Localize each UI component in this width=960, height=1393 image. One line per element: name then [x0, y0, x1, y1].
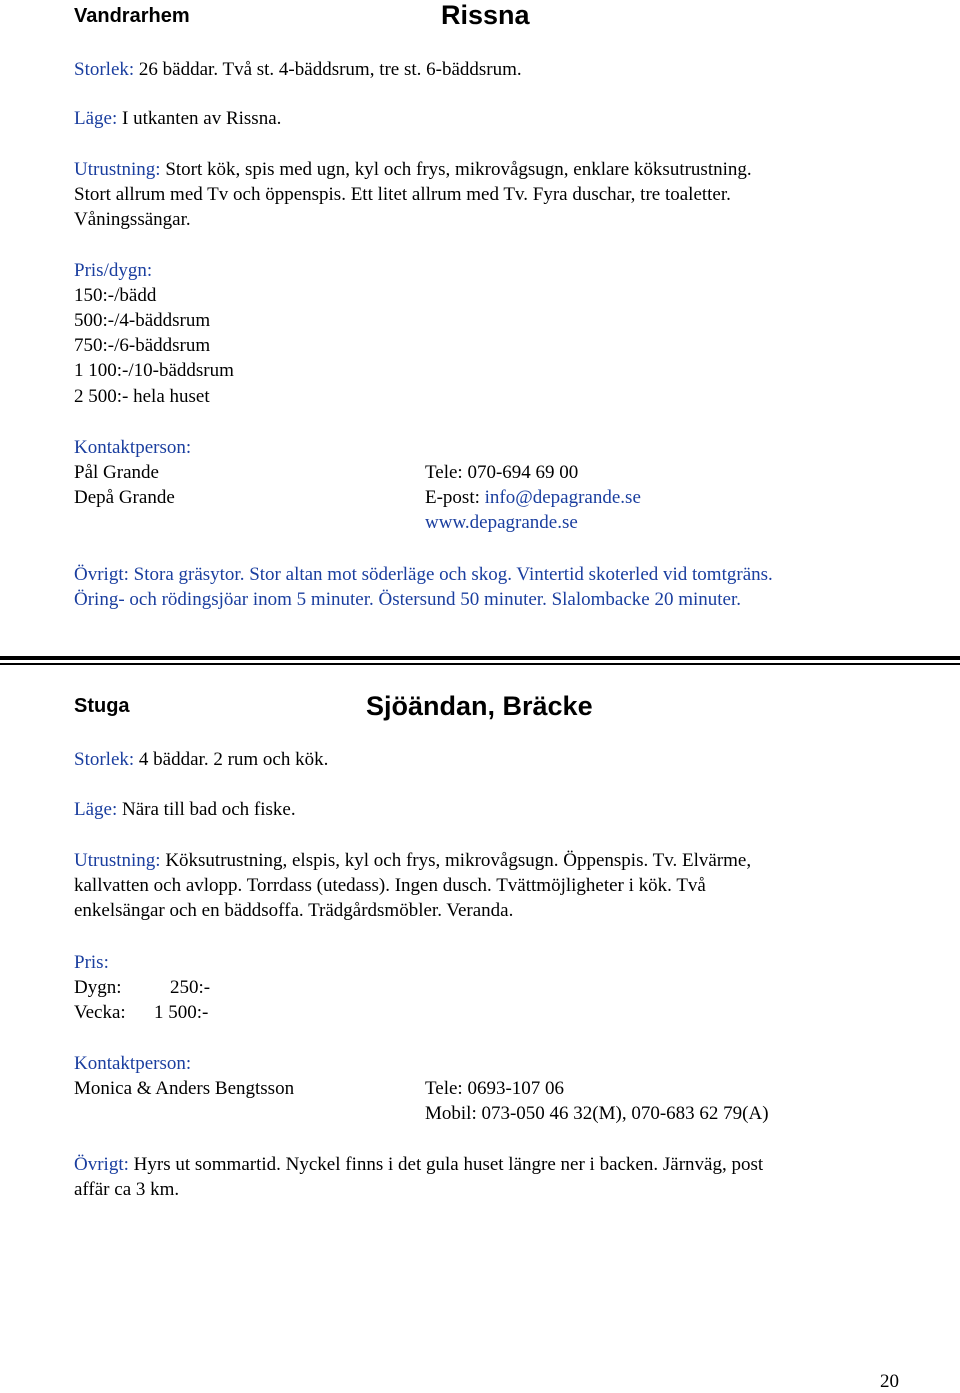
section2-other [74, 1152, 763, 1177]
section2-price-label: Pris: [74, 952, 109, 973]
section2-contact-label: Kontaktperson: [74, 1053, 192, 1074]
other-label: Övrigt: [74, 1154, 129, 1175]
section1-equipment-line [74, 157, 752, 182]
section2-equipment-line [74, 848, 751, 873]
price-row-value: 250:- [170, 977, 211, 998]
other-text-line: affär ca 3 km. [74, 1179, 180, 1200]
contact-phone: Tele: 0693-107 06 [425, 1078, 565, 1099]
section1-title: Rissna [441, 0, 530, 30]
size-value: 4 bäddar. 2 rum och kök. [134, 749, 329, 770]
contact-name: Pål Grande [74, 462, 159, 483]
section1-type-label: Vandrarhem [74, 5, 190, 27]
section2-location [74, 797, 296, 822]
section1-contact-label: Kontaktperson: [74, 437, 192, 458]
price-line: 1 100:-/10-bäddsrum [74, 360, 234, 381]
email-label: E-post: [425, 487, 480, 508]
email-link[interactable]: info@depagrande.se [479, 487, 641, 508]
location-value: Nära till bad och fiske. [117, 799, 296, 820]
price-line: 2 500:- hela huset [74, 386, 210, 407]
other-text: Hyrs ut sommartid. Nyckel finns i det gula huset längre ner i backen. Järnväg, post [128, 1154, 764, 1175]
equipment-text: Stort kök, spis med ugn, kyl och frys, mikrovågsugn, enklare köksutrustning. [160, 159, 752, 180]
section1-location [74, 106, 281, 131]
price-line: 750:-/6-bäddsrum [74, 335, 211, 356]
contact-email [425, 485, 641, 510]
size-value: 26 bäddar. Två st. 4-bäddsrum, tre st. 6-bäddsrum. [134, 59, 522, 80]
section-separator-thick [0, 656, 960, 660]
contact-name: Depå Grande [74, 487, 175, 508]
price-row-value: 1 500:- [154, 1002, 209, 1023]
location-value: I utkanten av Rissna. [117, 108, 282, 129]
equipment-label: Utrustning: [74, 850, 161, 871]
other-label: Övrigt: [74, 564, 129, 585]
equipment-text: Köksutrustning, elspis, kyl och frys, mikrovågsugn. Öppenspis. Tv. Elvärme, [160, 850, 752, 871]
section2-type-label: Stuga [74, 695, 130, 717]
location-label: Läge: [74, 799, 118, 820]
price-row-label: Vecka: [74, 1002, 126, 1023]
section2-size [74, 747, 328, 772]
price-line: 500:-/4-bäddsrum [74, 310, 211, 331]
price-row-label: Dygn: [74, 977, 122, 998]
other-text-line: Öring- och rödingsjöar inom 5 minuter. Östersund 50 minuter. Slalombacke 20 minuter. [74, 589, 742, 610]
size-label: Storlek: [74, 59, 135, 80]
equipment-label: Utrustning: [74, 159, 161, 180]
section1-size [74, 57, 522, 82]
section2-title: Sjöändan, Bräcke [366, 691, 593, 721]
location-label: Läge: [74, 108, 118, 129]
contact-name: Monica & Anders Bengtsson [74, 1078, 295, 1099]
contact-mobile: Mobil: 073-050 46 32(M), 070-683 62 79(A) [425, 1103, 769, 1124]
website-link[interactable]: www.depagrande.se [425, 512, 578, 533]
section1-other [74, 562, 773, 587]
price-line: 150:-/bädd [74, 285, 157, 306]
page-number: 20 [880, 1371, 899, 1392]
contact-phone: Tele: 070-694 69 00 [425, 462, 579, 483]
section1-price-label: Pris/dygn: [74, 260, 153, 281]
section2-equipment-line: enkelsängar och en bäddsoffa. Trädgårdsmöbler. Veranda. [74, 900, 514, 921]
size-label: Storlek: [74, 749, 135, 770]
section1-equipment-line: Våningssängar. [74, 209, 191, 230]
section1-equipment-line: Stort allrum med Tv och öppenspis. Ett litet allrum med Tv. Fyra duschar, tre toaletter. [74, 184, 731, 205]
section-separator-thin [0, 663, 960, 665]
other-text: Stora gräsytor. Stor altan mot söderläge och skog. Vintertid skoterled vid tomtgräns. [128, 564, 773, 585]
section2-equipment-line: kallvatten och avlopp. Torrdass (utedass). Ingen dusch. Tvättmöjligheter i kök. Två [74, 875, 706, 896]
